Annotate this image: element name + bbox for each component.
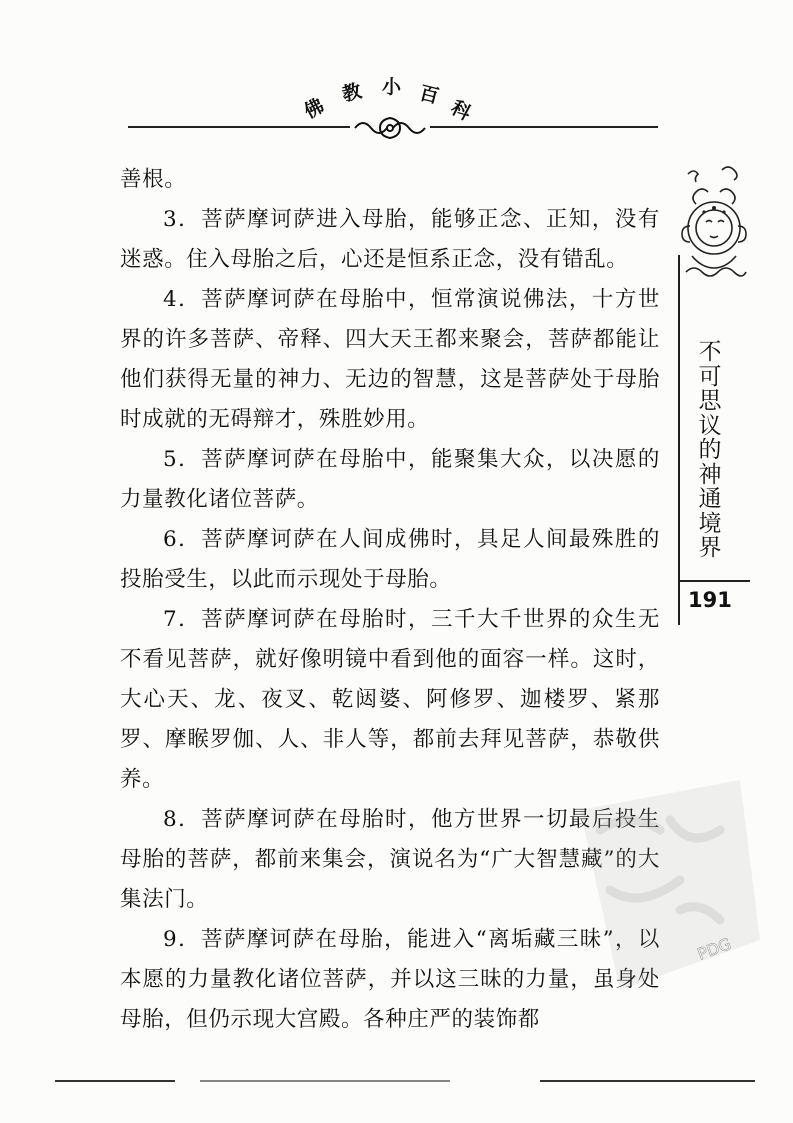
page-number-rule — [678, 580, 750, 582]
paragraph: 4．菩萨摩诃萨在母胎中，恒常演说佛法，十方世界的许多菩萨、帝释、四大天王都来聚会，菩萨都能让他们获得无量的神力、无边的智慧，这是菩萨处于母胎时成就的无碍辩才，殊胜妙用。 — [120, 287, 660, 432]
bottom-rule — [55, 1080, 175, 1082]
chapter-title — [693, 340, 727, 561]
header-title-char: 百 — [417, 81, 442, 108]
header-title-char: 小 — [382, 76, 402, 98]
chapter-title-char: 的 — [698, 437, 722, 463]
chapter-title-char: 神 — [698, 461, 722, 488]
page-number: 191 — [688, 588, 732, 612]
chapter-title-char: 议 — [698, 412, 722, 439]
bottom-rule — [540, 1080, 755, 1082]
chapter-title-char: 境 — [698, 510, 722, 537]
chapter-title-char: 界 — [698, 535, 722, 561]
side-divider-vertical — [678, 255, 680, 625]
header-title-char: 教 — [339, 79, 364, 106]
header-rule-right — [430, 126, 658, 128]
header-rule-left — [128, 126, 350, 128]
paragraph: 5．菩萨摩诃萨在母胎中，能聚集大众，以决愿的力量教化诸位菩萨。 — [120, 447, 660, 512]
watermark-text: PDG — [694, 934, 734, 964]
chapter-title-char: 可 — [698, 363, 722, 390]
chapter-title-char: 不 — [698, 339, 722, 365]
paragraph: 9．菩萨摩诃萨在母胎，能进入“离垢藏三昧”，以本愿的力量教化诸位菩萨，并以这三昧的力量，虽身处母胎，但仍示现大宫殿。各种庄严的装饰都 — [120, 927, 660, 1032]
paragraph: 3．菩萨摩诃萨进入母胎，能够正念、正知，没有迷惑。住入母胎之后，心还是恒系正念，没有错乱。 — [120, 207, 660, 272]
chapter-title-char: 通 — [698, 486, 722, 512]
bottom-rule — [200, 1080, 450, 1082]
buddha-emblem-icon — [676, 160, 752, 295]
paragraph: 善根。 — [120, 167, 187, 192]
paragraph: 7．菩萨摩诃萨在母胎时，三千大千世界的众生无不看见菩萨，就好像明镜中看到他的面容一样。这时，大心天、龙、夜叉、乾闼婆、阿修罗、迦楼罗、紧那罗、摩睺罗伽、人、非人等，都前去拜见菩萨，恭敬供养。 — [120, 607, 660, 792]
chapter-title-char: 思 — [698, 388, 722, 414]
header-title-char: 佛 — [300, 94, 328, 124]
watermark-stamp — [560, 770, 770, 1000]
paragraph: 6．菩萨摩诃萨在人间成佛时，具足人间最殊胜的投胎受生，以此而示现处于母胎。 — [120, 527, 660, 592]
header-title-char: 科 — [447, 96, 475, 126]
paragraph: 8．菩萨摩诃萨在母胎时，他方世界一切最后投生母胎的菩萨，都前来集会，演说名为“广大智慧藏”的大集法门。 — [120, 807, 660, 912]
header-cloud-ornament-icon — [345, 114, 435, 140]
